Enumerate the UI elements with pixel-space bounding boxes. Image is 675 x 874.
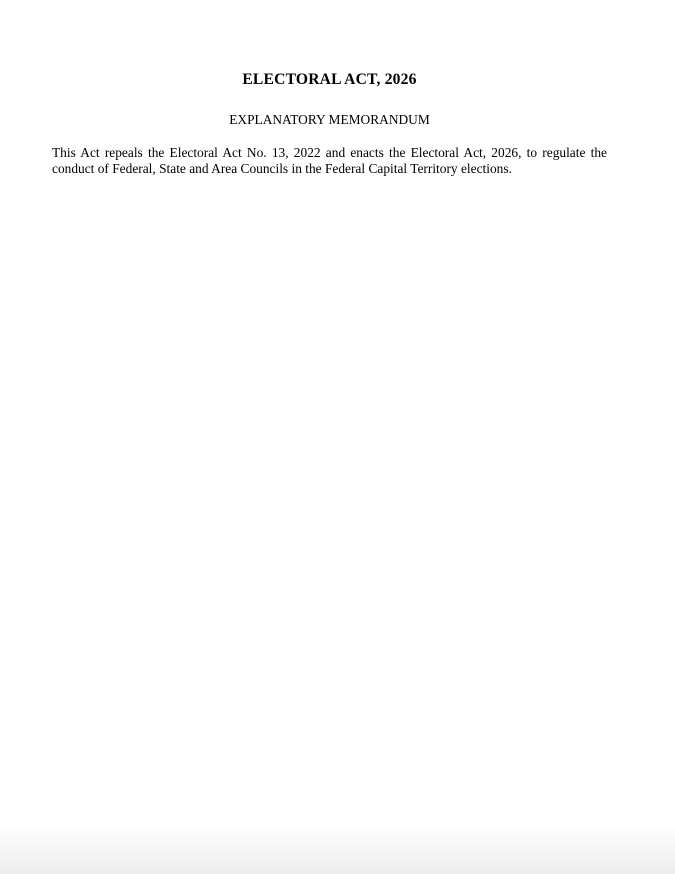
- document-subtitle: EXPLANATORY MEMORANDUM: [229, 112, 430, 128]
- page-bottom-fade: [0, 822, 675, 874]
- document-title: ELECTORAL ACT, 2026: [242, 71, 417, 88]
- explanatory-memorandum-paragraph: This Act repeals the Electoral Act No. 13, 2022 and enacts the Electoral Act, 2026, to regulate the conduct of Federal, State and Area Councils in the Federal Capital Territory elections.: [52, 144, 607, 176]
